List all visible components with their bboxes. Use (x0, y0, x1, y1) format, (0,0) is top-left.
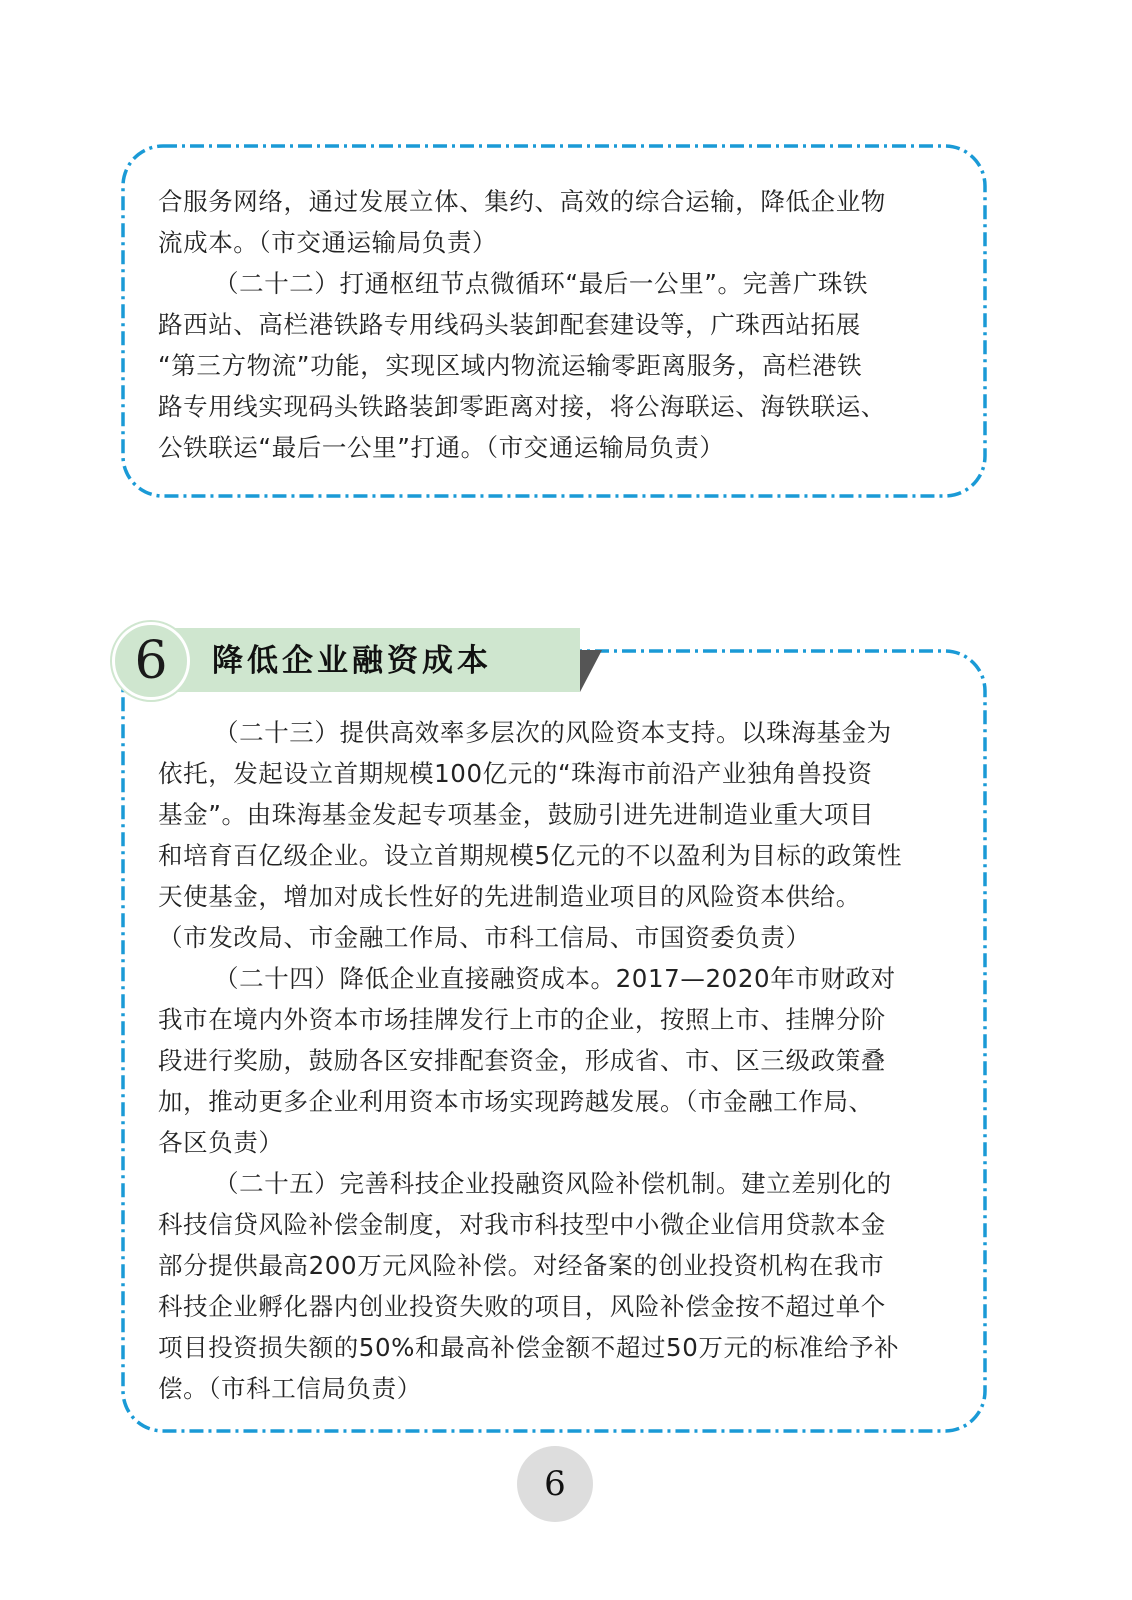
section-number: 6 (112, 622, 190, 700)
box2-body (158, 712, 902, 1409)
page-number: 6 (517, 1446, 593, 1522)
text-line: 加，推动更多企业利用资本市场实现跨越发展。（市金融工作局、 (158, 1087, 874, 1116)
heading-fold (580, 650, 602, 692)
text-line: 路西站、高栏港铁路专用线码头装卸配套建设等，广珠西站拓展 (158, 310, 861, 339)
text-line: 基金”。由珠海基金发起专项基金，鼓励引进先进制造业重大项目 (158, 800, 875, 829)
text-line: 和培育百亿级企业。设立首期规模5亿元的不以盈利为目标的政策性 (158, 841, 903, 870)
text-line: 各区负责） (158, 1128, 284, 1157)
text-line: （二十三）提供高效率多层次的风险资本支持。以珠海基金为 (214, 718, 892, 747)
text-line: 公铁联运“最后一公里”打通。（市交通运输局负责） (158, 433, 725, 462)
text-line: “第三方物流”功能，实现区域内物流运输零距离服务，高栏港铁 (158, 351, 863, 380)
text-line: 项目投资损失额的50%和最高补偿金额不超过50万元的标准给予补 (158, 1333, 900, 1362)
text-line: （二十二）打通枢纽节点微循环“最后一公里”。完善广珠铁 (214, 269, 869, 298)
text-line: （二十四）降低企业直接融资成本。2017—2020年市财政对 (214, 964, 896, 993)
box1-body (158, 181, 886, 468)
text-line: 依托，发起设立首期规模100亿元的“珠海市前沿产业独角兽投资 (158, 759, 873, 788)
text-line: 段进行奖励，鼓励各区安排配套资金，形成省、市、区三级政策叠 (158, 1046, 886, 1075)
text-line: 路专用线实现码头铁路装卸零距离对接，将公海联运、海铁联运、 (158, 392, 886, 421)
text-line: 科技企业孵化器内创业投资失败的项目，风险补偿金按不超过单个 (158, 1292, 886, 1321)
text-line: （市发改局、市金融工作局、市科工信局、市国资委负责） (158, 923, 811, 952)
section-heading (112, 622, 587, 698)
text-line: 合服务网络，通过发展立体、集约、高效的综合运输，降低企业物 (158, 187, 886, 216)
text-line: 科技信贷风险补偿金制度，对我市科技型中小微企业信用贷款本金 (158, 1210, 886, 1239)
section-6-box (120, 648, 988, 1434)
text-line: 部分提供最高200万元风险补偿。对经备案的创业投资机构在我市 (158, 1251, 885, 1280)
section-title: 降低企业融资成本 (212, 643, 492, 679)
continued-text-box (120, 143, 988, 499)
text-line: （二十五）完善科技企业投融资风险补偿机制。建立差别化的 (214, 1169, 892, 1198)
text-line: 我市在境内外资本市场挂牌发行上市的企业，按照上市、挂牌分阶 (158, 1005, 886, 1034)
text-line: 偿。（市科工信局负责） (158, 1374, 422, 1403)
text-line: 流成本。（市交通运输局负责） (158, 228, 498, 257)
text-line: 天使基金，增加对成长性好的先进制造业项目的风险资本供给。 (158, 882, 861, 911)
